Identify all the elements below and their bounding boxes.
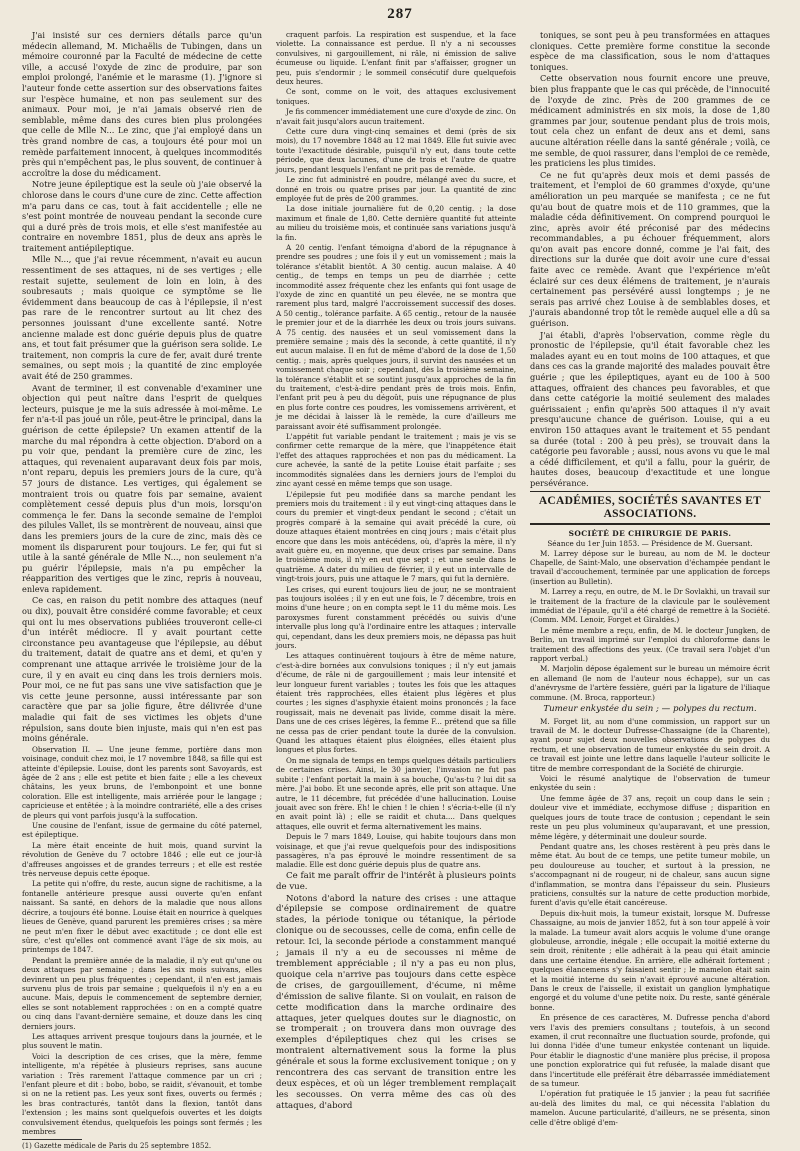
society-paragraph: Voici le résumé analytique de l'observation de tumeur enkystée du sein : xyxy=(530,774,770,793)
column-1 xyxy=(22,30,262,1151)
observation-paragraph: Les crises, qui eurent toujours lieu de jour, ne se montraient pas toujours isolées ; il y en eut une fois, le 7 décembre, trois en moins d'une heure ; on en compta sept le 11 du même mois. Les paroxysmes furent constamment précédés ou suivis d'une intervalle plus long qu'à l'ordinaire entre les attaques ; intervalle qui, cependant, dans les deux premiers mois, ne dépassa pas huit jours. xyxy=(276,584,516,650)
society-paragraph: L'opération fut pratiquée le 15 janvier ; la peau fut sacrifiée au-delà des limites du mal, ce qui nécessita l'ablation du mamelon. Aucune particularité, d'ailleurs, ne se présenta, sinon celle d'être obligé d'em- xyxy=(530,1089,770,1127)
observation-paragraph: Les attaques continuèrent toujours à être de même nature, c'est-à-dire bornées aux convulsions toniques ; il n'y eut jamais d'écume, de râle ni de gargouillement ; mais leur intensité et leur longueur furent variables ; toutes les fois que les attaques étaient très rapprochées, elles étaient plus légères et plus courtes ; les signes d'asphyxie étaient moins prononcés ; la face rougissait, mais ne devenait pas livide, comme disait la mère. Dans une de ces crises légères, la femme F... prétend que sa fille ne cessa pas de crier pendant toute la durée de la convulsion. Quand les attaques étaient plus éloignées, elles étaient plus longues et plus fortes. xyxy=(276,651,516,755)
paragraph: Ce ne fut qu'après deux mois et demi passés de traitement, et l'emploi de 60 grammes d'oxyde, qu'une amélioration un peu marquée se manifesta ; ce ne fut qu'au bout de quatre mois et de 110 grammes, que la maladie céda définitivement. On comprend pourquoi le zinc, après avoir été préconisé par des médecins recommandables, a pu échouer fréquemment, alors qu'on avait pas encore donné, comme je l'ai fait, des directions sur la durée que doit avoir une cure d'essai faite avec ce remède. Avant que l'expérience m'eût éclairé sur ces deux élémens de traitement, je n'aurais certainement pas persévéré aussi longtemps ; je ne serais pas arrivé chez Louise à de semblables doses, et j'aurais abandonné trop tôt le remède auquel elle a dû sa guérison. xyxy=(530,169,770,329)
observation-paragraph: On me signala de temps en temps quelques détails particuliers de certaines crises. Ainsi, le 30 janvier, l'invasion ne fut pas subite : l'enfant portait la main à sa bouche, Qu'as-tu ? lui dit sa mère. J'ai bobo. Et une seconde après, elle prit son attaque. Une autre, le 11 décembre, fut précédée d'une hallucination. Louise jouait avec son frère. Eh! le chien ! le chien ! s'écria-t-elle (il n'y en avait point là) ; elle se raidit et chuta.... Dans quelques attaques, elle ouvrit et ferma alternativement les mains. xyxy=(276,755,516,831)
observation-paragraph: Cette cure dura vingt-cinq semaines et demi (près de six mois), du 17 novembre 1848 au 12 mai 1849. Elle fut suivie avec toute l'exactitude désirable, puisqu'il n'y eut, dans toute cette période, que deux lacunes, d'une de trois et l'autre de quatre jours, pendant lesquels l'enfant ne prit pas de remède. xyxy=(276,127,516,174)
footnote: (1) Gazette médicale de Paris du 25 septembre 1852. xyxy=(22,1142,212,1151)
paragraph: Ce cas, en raison du petit nombre des attaques (neuf ou dix), pouvait être considéré comme favorable; et ceux qui ont lu mes observations publiées trouveront celle-ci d'un intérêt médiocre. Il y avait pourtant cette circonstance peu avantageuse que l'épilepsie, au début du traitement, datait de quatre ans et demi, et qu'en y comprenant une attaque arrivée le troisième jour de la cure, il y en avait eu cinq dans les trois derniers mois. Pour moi, ce ne fut pas sans une vive satisfaction que je vis cette jeune personne, aussi intéressante par son caractère que par sa jolie figure, être délivrée d'une maladie qui fait de ses victimes les objets d'une répulsion, sans doute bien injuste, mais qui n'en est pas moins générale. xyxy=(22,595,262,744)
section-divider xyxy=(530,523,770,525)
footnote-divider xyxy=(22,1139,82,1140)
observation-paragraph: Depuis le 7 mars 1849, Louise, qui habite toujours dans mon voisinage, et que j'ai revue quelquefois pour des indispositions passagères, n'a pas éprouvé le moindre ressentiment de sa maladie. Elle est donc guérie depuis plus de quatre ans. xyxy=(276,832,516,870)
society-paragraph: Une femme âgée de 37 ans, reçoit un coup dans le sein ; douleur vive et immédiate, ecchymose diffuse ; disparition en quelques jours de toute trace de contusion ; cependant le sein reste un peu plus volumineux qu'auparavant, et une pression, même légère, y déterminait une douleur sourde. xyxy=(530,793,770,841)
section-divider xyxy=(530,491,770,492)
paragraph: Ce fait me paraît offrir de l'intérêt à plusieurs points de vue. xyxy=(276,870,516,892)
column-2 xyxy=(276,30,516,1111)
observation-paragraph: Ce sont, comme on le voit, des attaques exclusivement toniques. xyxy=(276,87,516,106)
page-number: 287 xyxy=(387,6,413,22)
society-paragraph: M. Larrey dépose sur le bureau, au nom de M. le docteur Chapelle, de Saint-Malo, une observation d'échampée pendant le travail d'accouchement, terminée par une application de forceps (insertion au Bulletin). xyxy=(530,548,770,586)
society-paragraph: En présence de ces caractères, M. Dufresse pencha d'abord vers l'avis des premiers consultans ; toutefois, à un second examen, il crut reconnaître une fluctuation sourde, profonde, qui lui donna l'idée d'une tumeur enkystée contenant un liquide. Pour établir le diagnostic d'une manière plus précise, il proposa une ponction exploratrice qui fut refusée, la malade disant que dans l'incertitude elle préférait être débarrassée immédiatement de sa tumeur. xyxy=(530,1013,770,1089)
paragraph: Mlle N..., que j'ai revue récemment, n'avait eu aucun ressentiment de ses attaques, ni de ses vertiges ; elle restait sujette, seulement de loin en loin, à des soubresauts ; mais quoique ce symptôme se lie évidemment dans beaucoup de cas à l'épilepsie, il n'est pas rare de le rencontrer surtout au lit chez des personnes jouissant d'une excellente santé. Notre ancienne malade est donc guérie depuis plus de quatre ans, et tout fait présumer que la guérison sera solide. Le traitement, non compris la cure de fer, avait duré trente semaines, ou sept mois ; la quantité de zinc employée avait été de 250 grammes. xyxy=(22,254,262,381)
observation-paragraph: Voici la description de ces crises, que la mère, femme intelligente, m'a répétée à plusieurs reprises, sans aucune variation : Très rarement l'attaque commence par un cri ; l'enfant pleure et dit : bobo, bobo, se raidit, s'évanouit, et tombe si on ne la retient pas. Les yeux sont fixes, ouverts ou fermés ; les bras contracturés, tantôt dans la flexion, tantôt dans l'extension ; les mains sont quelquefois ouvertes et les doigts convulsivement étendus, quelquefois les poings sont fermés ; les membres xyxy=(22,1051,262,1137)
column-3 xyxy=(530,30,770,1127)
observation-paragraph: La dose initiale journalière fut de 0,20 centig. ; la dose maximum et finale de 1,80. Cette dernière quantité fut atteinte au milieu du troisième mois, et continuée sans variations jusqu'à la fin. xyxy=(276,204,516,242)
observation-paragraph: L'épilepsie fut peu modifiée dans sa marche pendant les premiers mois du traitement : il y eut vingt-cinq attaques dans le cours du premier et vingt-deux pendant le second ; c'était un progrès comparé à la semaine qui avait précédé la cure, où douze attaques étaient montrées en cinq jours ; mais c'était plus encore que dans les mois antécédens, où, d'après la mère, il n'y avait guère eu, en moyenne, que deux crises par semaine. Dans le troisième mois, il n'y en eut que sept ; et une seule dans le quatrième. A dater du milieu de février, il y eut un intervalle de vingt-trois jours, puis une attaque le 7 mars, qui fut la dernière. xyxy=(276,489,516,584)
paragraph: Avant de terminer, il est convenable d'examiner une objection qui peut naître dans l'esprit de quelques lecteurs, puisque je me la suis adressée à moi-même. Le fer n'a-t-il pas joué un rôle, peut-être le principal, dans la guérison de cette épilepsie? Un examen attentif de la marche du mal répondra à cette objection. D'abord on a pu voir que, pendant la première cure de zinc, les attaques, qui revenaient auparavant deux fois par mois, n'ont reparu, depuis les premiers jours de la cure, qu'à 57 jours de distance. Les vertiges, qui également se montraient trois ou quatre fois par semaine, avaient complètement cessé depuis plus d'un mois, lorsqu'on commença le fer. Dans la seconde semaine de l'emploi des pilules Vallet, ils se montrèrent de nouveau, ainsi que dans les premiers jours de la cure de zinc, mais dès ce moment ils disparurent pour toujours. Le fer, qui fut si utile à la santé générale de Mlle N..., non seulement n'a pu guérir l'épilepsie, mais n'a pu empêcher la réapparition des vertiges que le zinc, repris à nouveau, enleva rapidement. xyxy=(22,382,262,594)
session-line: Séance du 1er Juin 1853. — Présidence de M. Guersant. xyxy=(547,538,753,548)
observation-paragraph: L'appétit fut variable pendant le traitement ; mais je vis se confirmer cette remarque de la mère, que l'inappétence était l'effet des attaques rapprochées et non pas du médicament. La cure achevée, la santé de la petite Louise était parfaite ; ses incommodités signalées dans les derniers jours de l'emploi du zinc ayant cessé en même temps que son usage. xyxy=(276,432,516,489)
society-paragraph: Le même membre a reçu, enfin, de M. le docteur Jungken, de Berlin, un travail imprimé sur l'emploi du chloroforme dans le traitement des affections des yeux. (Ce travail sera l'objet d'un rapport verbal.) xyxy=(530,625,770,663)
paragraph: J'ai établi, d'après l'observation, comme règle du pronostic de l'épilepsie, qu'il était favorable chez les malades ayant eu en tout moins de 100 attaques, et que dans ces cas la grande majorité des malades pouvait être guérie ; que les épileptiques, ayant eu de 100 à 500 attaques, offraient des chances peu favorables, et que dans cette catégorie la moitié seulement des malades guérissaient ; enfin qu'après 500 attaques il n'y avait presqu'aucune chance de guérison. Louise, qui a eu environ 150 attaques avant le traitement et 55 pendant sa durée (total : 200 à peu près), se trouvait dans la catégorie peu favorable ; aussi, nous avons vu que le mal a cédé difficilement, et qu'il a fallu, pour la guérir, de hautes doses, beaucoup d'exactitude et une longue persévérance. xyxy=(530,329,770,488)
observation-paragraph: craquent parfois. La respiration est suspendue, et la face violette. La connaissance est perdue. Il n'y a ni secousses convulsives, ni gargouillement, ni râle, ni émission de salive écumeuse ou liquide. L'enfant finit par s'affaisser, grogner un peu, puis s'endormir ; le sommeil consécutif dure quelquefois deux heures. xyxy=(276,30,516,87)
society-heading: SOCIÉTÉ DE CHIRURGIE DE PARIS. xyxy=(568,528,732,538)
observation-paragraph: Le zinc fut administré en poudre, mélangé avec du sucre, et donné en trois ou quatre prises par jour. La quantité de zinc employée fut de près de 200 grammes. xyxy=(276,175,516,203)
paragraph: toniques, se sont peu à peu transformées en attaques cloniques. Cette première forme constitue la seconde espèce de ma classification, sous le nom d'attaques toniques. xyxy=(530,30,770,72)
subsection-title: Tumeur enkystée du sein ; — polypes du rectum. xyxy=(543,704,757,715)
paragraph: Notons d'abord la nature des crises : une attaque d'épilepsie se compose ordinairement de quatre stades, la période tonique ou tétanique, la période clonique ou de secousses, celle de coma, enfin celle de retour. Ici, la seconde période a constamment manqué ; jamais il n'y a eu de secousses ni même de tremblement appréciable ; il n'y a pas eu non plus, quoique cela n'arrive pas toujours dans cette espèce de crises, de gargouillement, d'écume, ni même d'émission de salive filante. Si on voulait, en raison de cette modification dans la marche ordinaire des attaques, jeter quelques doutes sur le diagnostic, on se tromperait ; on trouvera dans mon ouvrage des exemples d'épileptiques chez qui les crises se montraient alternativement sous la forme la plus générale et sous la forme exclusivement tonique ; on y rencontrera des cas servant de transition entre les deux espèces, et où un léger tremblement remplaçait les secousses. On verra même des cas où des attaques, d'abord xyxy=(276,893,516,1111)
paragraph: Notre jeune épileptique est la seule où j'aie observé la chlorose dans le cours d'une cure de zinc. Cette affection m'a paru dans ce cas, tout à fait accidentelle ; elle ne s'est point montrée de nouveau pendant la seconde cure qui a duré près de trois mois, et elle s'est manifestée au contraire en novembre 1851, plus de deux ans après le traitement antiépileptique. xyxy=(22,179,262,253)
society-paragraph: M. Larrey a reçu, en outre, de M. le Dr Sovlakhi, un travail sur le traitement de la fracture de la clavicule par le soulèvement immédiat de l'épaule, qu'il a été chargé de remettre à la Société. (Comm. MM. Lenoir, Forget et Giraldès.) xyxy=(530,587,770,625)
section-title: ACADÉMIES, SOCIÉTÉS SAVANTES ET ASSOCIATIONS. xyxy=(538,494,762,520)
observation-paragraph: Observation II. — Une jeune femme, portière dans mon voisinage, conduit chez moi, le 17 novembre 1848, sa fille qui est atteinte d'épilepsie. Louise, dont les parents sont Savoyards, est âgée de 2 ans ; elle est petite et bien faite ; elle a les cheveux châtains, les yeux bruns, de l'embonpoint et une bonne coloration. Elle est intelligente, mais arriérée pour le langage ; capricieuse et entêtée ; à la moindre contrariété, elle a des crises de pleurs qui vont parfois jusqu'à la suffocation. xyxy=(22,744,262,820)
observation-paragraph: Les attaques arrivent presque toujours dans la journée, et le plus souvent le matin. xyxy=(22,1031,262,1051)
observation-paragraph: La mère était enceinte de huit mois, quand survint la révolution de Genève du 7 octobre 1846 ; elle eut ce jour-là d'affreuses angoisses et de grandes terreurs ; et elle est restée très nerveuse depuis cette époque. xyxy=(22,840,262,879)
society-paragraph: Pendant quatre ans, les choses restèrent à peu près dans le même état. Au bout de ce temps, une petite tumeur mobile, un peu douloureuse au toucher, et surtout à la pression, ne s'accompagnant ni de rougeur, ni de chaleur, sans aucun signe d'inflammation, se montra dans l'épaisseur du sein. Plusieurs praticiens, consultés sur la nature de cette production morbide, furent d'avis qu'elle était cancéreuse. xyxy=(530,841,770,908)
observation-paragraph: Une cousine de l'enfant, issue de germaine du côté paternel, est épileptique. xyxy=(22,821,262,840)
society-paragraph: Depuis dix-huit mois, la tumeur existait, lorsque M. Dufresse Chassaigne, au mois de janvier 1852, fut à son tour appelé à voir la malade. La tumeur avait alors acquis le volume d'une orange globuleuse, arrondie, inégale ; elle occupait la moitié externe du sein droit, rénitente ; elle adhérait à la peau qui était amincie dans une certaine étendue. En arrière, elle adhérait fortement ; quelques élancemens s'y faisaient sentir ; le mamelon était sain et la moitié interne du sein n'avait éprouvé aucune altération. Dans le creux de l'aisselle, il existait un ganglion lymphatique engorgé et du volume d'une petite noix. Du reste, santé générale bonne. xyxy=(530,908,770,1012)
paragraph: J'ai insisté sur ces derniers détails parce qu'un médecin allemand, M. Michaëlis de Tubingen, dans un mémoire couronné par la Faculté de médecine de cette ville, a accusé l'oxyde de zinc de produire, par son emploi prolongé, l'anémie et le marasme (1). J'ignore si l'auteur fonde cette assertion sur des observations faites sur l'espèce humaine, et non pas seulement sur des animaux. Pour moi, je n'ai jamais observé rien de semblable, même dans des cures bien plus prolongées que celle de Mlle N... Le zinc, que j'ai employé dans un très grand nombre de cas, a toujours été pour moi un remède parfaitement innocent, à quelques incommodités près qui n'empêchent pas, le plus souvent, de continuer à accroître la dose du médicament. xyxy=(22,30,262,178)
observation-paragraph: La petite qui n'offre, du reste, aucun signe de rachitisme, a la fontanelle antérieure presque aussi ouverte qu'en enfant naissant. Sa santé, en dehors de la maladie que nous allons décrire, a toujours été bonne. Louise était en nourrice à quelques lieues de Genève, quand parurent les premières crises ; sa mère ne peut m'en fixer le début avec exactitude ; ce dont elle est sûre, c'est qu'elles ont commencé avant l'âge de six mois, au printemps de 1847. xyxy=(22,879,262,955)
observation-paragraph: Pendant la première année de la maladie, il n'y eut qu'une ou deux attaques par semaine ; dans les six mois suivans, elles devinrent un peu plus fréquentes ; cependant, il n'en est jamais survenu plus de trois par semaine ; quelquefois il n'y en a eu aucune. Mais, depuis le commencement de septembre dernier, elles se sont notablement rapprochées : on en a compté quatre ou cinq dans l'avant-dernière semaine, et douze dans les cinq derniers jours. xyxy=(22,955,262,1031)
society-paragraph: M. Marjolin dépose également sur le bureau un mémoire écrit en allemand (le nom de l'auteur nous échappe), sur un cas d'anévrysme de l'artère fessière, guéri par la ligature de l'iliaque commune. (M. Broca, rapporteur.) xyxy=(530,664,770,702)
society-paragraph: M. Forget lit, au nom d'une commission, un rapport sur un travail de M. le docteur Dufresse-Chassaigne (de la Charente), ayant pour sujet deux nouvelles observations de polypes du rectum, et une observation de tumeur enkystée du sein droit. A ce travail est jointe une lettre dans laquelle l'auteur sollicite le titre de membre correspondant de la Société de chirurgie. xyxy=(530,716,770,773)
paragraph: Cette observation nous fournit encore une preuve, bien plus frappante que le cas qui précède, de l'innocuité de l'oxyde de zinc. Près de 200 grammes de ce médicament administrés en six mois, la dose de 1,80 grammes par jour, soutenue pendant plus de trois mois, tout cela chez un enfant de deux ans et demi, sans aucune altération réelle dans la santé générale ; voilà, ce me semble, de quoi rassurer, dans l'emploi de ce remède, les praticiens les plus timides. xyxy=(530,73,770,169)
observation-paragraph: Je fis commencer immédiatement une cure d'oxyde de zinc. On n'avait fait jusqu'alors aucun traitement. xyxy=(276,107,516,126)
observation-paragraph: A 20 centig. l'enfant témoigna d'abord de la répugnance à prendre ses poudres ; une fois il y eut un vomissement ; mais la tolérance s'établit bientôt. A 30 centig. aucun malaise. A 40 centig., de temps en temps un peu de diarrhée ; cette incommodité assez fréquente chez les enfants qui font usage de l'oxyde de zinc en quantité un peu élevée, ne se montra que rarement plus tard, malgré l'accroissement successif des doses. A 50 centig., tolérance parfaite. A 65 centig., retour de la nausée le premier jour et de la diarrhée les deux ou trois jours suivans. A 75 centig. des nausées et un seul vomissement dans la première semaine ; mais dès la seconde, à cette quantité, il n'y eut aucun malaise. Il en fut de même d'abord de la dose de 1,50 centig. ; mais, après quelques jours, il survint des nausées et un vomissement chaque soir ; cependant, dès la troisième semaine, la tolérance s'établit et se soutint jusqu'aux approches de la fin du traitement, c'est-à-dire pendant près de trois mois. Enfin, l'enfant prit peu à peu du dégoût, puis une répugnance de plus en plus forte contre ces poudres, les vomissemens arrivèrent, et je me décidai à laisser là le remède, la cure d'ailleurs me paraissant avoir été suffisamment prolongée. xyxy=(276,242,516,431)
